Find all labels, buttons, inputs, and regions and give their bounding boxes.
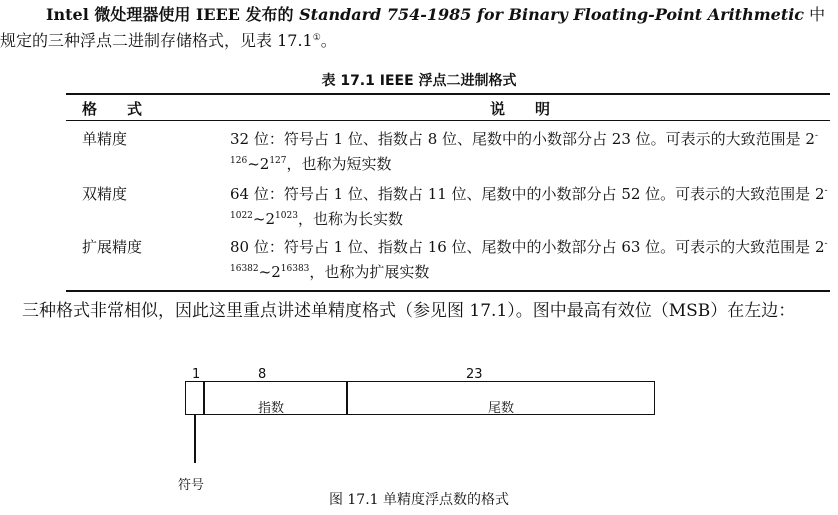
mantissa-field-label: 尾数 [488,401,515,416]
figure-caption: 图 17.1 单精度浮点数的格式 [328,492,510,508]
table-row-name: 单精度 [82,130,128,148]
bits-exponent-label: 8 [258,367,267,382]
table-header-desc: 说明 [490,100,581,118]
table-bottom-rule [66,290,830,292]
bits-mantissa-label: 23 [466,367,483,382]
exponent-divider [346,381,348,415]
table-row-desc: 32 位：符号占 1 位、指数占 8 位、尾数中的小数部分占 23 位。可表示的大致范围是 $2^{-126}\sim 2^{127}$，也称为短实数 [230,130,818,173]
table-row-name: 扩展精度 [82,238,143,256]
intro-paragraph: Intel 微处理器使用 IEEE 发布的 Standard 754-1985 for Binary Floating-Point Arithmetic 中规定的三种浮点二进制存储格式，见表 17.1①。 [0,5,826,50]
standard-title: Standard 754-1985 for Binary Floating-Point Arithmetic [299,5,805,24]
table-row-desc: 80 位：符号占 1 位、指数占 16 位、尾数中的小数部分占 63 位。可表示的大致范围是 $2^{-16382}\sim 2^{16383}$，也称为扩展实数 [230,238,828,281]
table-header-format: 格式 [82,100,173,118]
footnote-mark: ① [312,33,321,43]
table-top-rule [66,93,830,95]
table-caption: 表 17.1 IEEE 浮点二进制格式 [321,73,517,89]
sign-field-label: 符号 [178,478,205,493]
table-header-rule [66,120,830,121]
sign-divider [203,381,205,415]
bits-sign-label: 1 [192,367,201,382]
sign-pointer-line [194,415,196,463]
table-row-name: 双精度 [82,185,128,203]
table-row-desc: 64 位：符号占 1 位、指数占 11 位、尾数中的小数部分占 52 位。可表示的大致范围是 $2^{-1022}\sim 2^{1023}$，也称为长实数 [230,185,828,228]
exponent-field-label: 指数 [258,401,285,416]
float-format-box [185,381,655,415]
body-paragraph: 三种格式非常相似，因此这里重点讲述单精度格式（参见图 17.1）。图中最高有效位（MSB）在左边： [22,301,796,321]
